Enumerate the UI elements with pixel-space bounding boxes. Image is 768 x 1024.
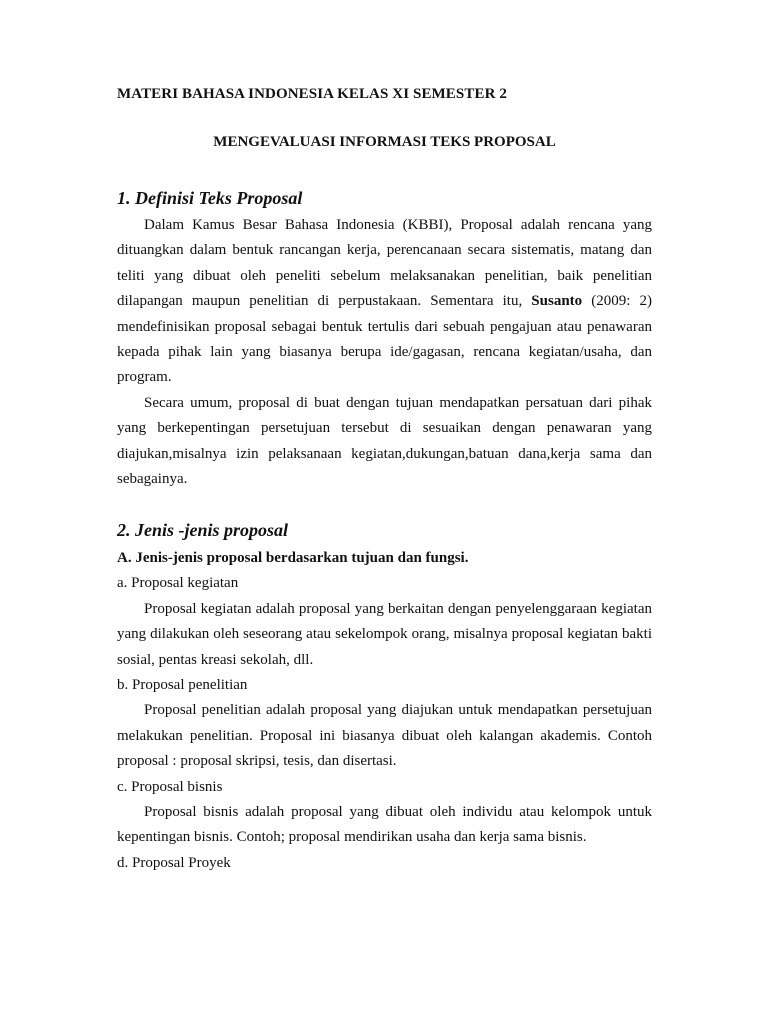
section-heading-definisi: 1. Definisi Teks Proposal [117, 188, 303, 208]
paragraph-tujuan-proposal: Secara umum, proposal di buat dengan tujuan mendapatkan persatuan dari pihak yang berkepentingan persetujuan tersebut di sesuaikan dengan penawaran yang diajukan,misalnya izin pelaksanaan kegiatan,dukungan,batuan dana,kerja sama dan sebagainya. [117, 394, 652, 488]
paragraph-text: (2009: 2) mendefinisikan proposal sebagai bentuk tertulis dari sebuah pengajuan atau penawaran kepada pihak lain yang biasanya berupa ide/gagasan, rencana kegiatan/usaha, dan program. [117, 293, 652, 386]
section-definisi-body [117, 213, 652, 492]
list-item-label-kegiatan: a. Proposal kegiatan [117, 575, 239, 592]
document-title: MATERI BAHASA INDONESIA KELAS XI SEMESTER 2 [117, 86, 507, 102]
list-item-label-bisnis: c. Proposal bisnis [117, 778, 223, 795]
paragraph-proposal-bisnis: Proposal bisnis adalah proposal yang dibuat oleh individu atau kelompok untuk kepentingan bisnis. Contoh; proposal mendirikan usaha dan kerja sama bisnis. [117, 804, 652, 846]
paragraph-text: Dalam Kamus Besar Bahasa Indonesia (KBBI), Proposal adalah rencana yang dituangkan dalam bentuk rancangan kerja, perencanaan secara sistematis, matang dan teliti yang dibuat oleh peneliti sebelum melaksanakan penelitian, baik penelitian dilapangan maupun penelitian di perpustakaan. Sementara itu, [117, 217, 652, 310]
section-jenis-body [117, 546, 652, 876]
list-item-label-penelitian: b. Proposal penelitian [117, 677, 248, 694]
author-name: Susanto [531, 293, 583, 310]
subheading-tujuan-fungsi: A. Jenis-jenis proposal berdasarkan tujuan dan fungsi. [117, 550, 469, 566]
section-heading-jenis: 2. Jenis -jenis proposal [117, 520, 289, 540]
paragraph-definisi-kbbi [117, 213, 652, 391]
paragraph-proposal-penelitian: Proposal penelitian adalah proposal yang diajukan untuk mendapatkan persetujuan melakukan penelitian. Proposal ini biasanya dibuat oleh kalangan akademis. Contoh proposal : proposal skripsi, tesis, dan disertasi. [117, 702, 652, 770]
list-item-label-proyek: d. Proposal Proyek [117, 854, 231, 871]
paragraph-proposal-kegiatan: Proposal kegiatan adalah proposal yang berkaitan dengan penyelenggaraan kegiatan yang dilakukan oleh seseorang atau sekelompok orang, misalnya proposal kegiatan bakti sosial, pentas kreasi sekolah, dll. [117, 600, 652, 668]
document-subtitle: MENGEVALUASI INFORMASI TEKS PROPOSAL [213, 134, 556, 150]
